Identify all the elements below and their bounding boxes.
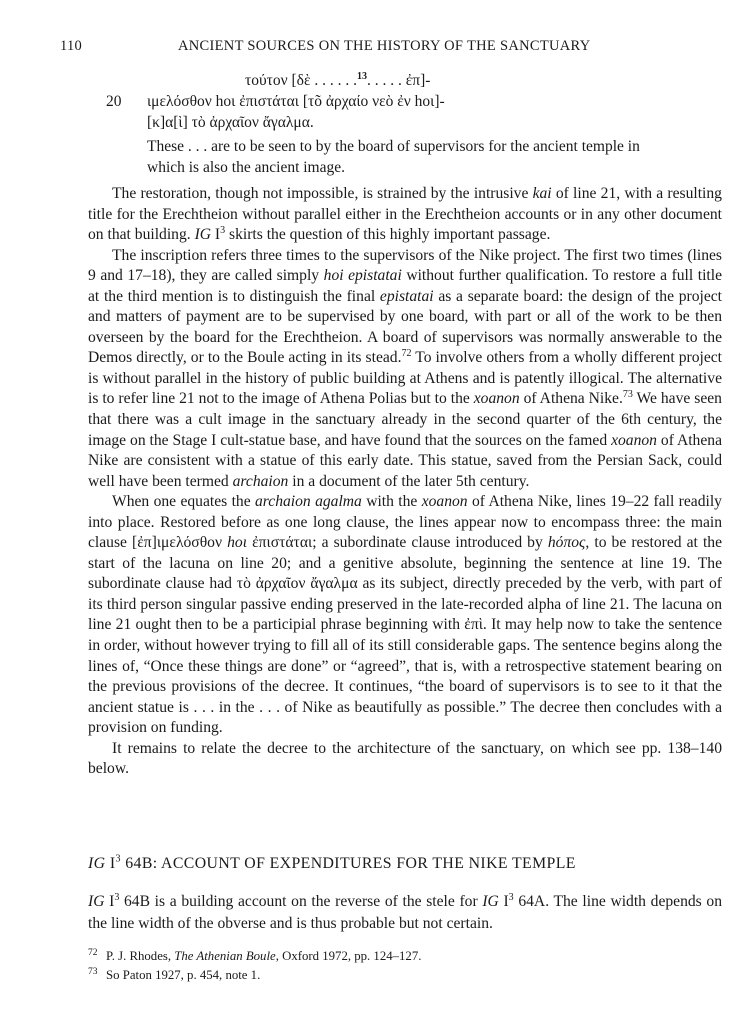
section-heading: IG $I^3$ 64B: ACCOUNT OF EXPENDITURES FOR THE NIKE TEMPLE (88, 853, 576, 872)
body-text (88, 184, 722, 780)
section-paragraph: IG $I^3$ 64B is a building account on the reverse of the stele for IG $I^3$ 64A. The line width depends on the line width of the obverse and is thus probable but not certain. (88, 891, 723, 932)
footnote-ref-72[interactable]: 72 (401, 348, 412, 360)
inscription-line-1: τούτον [δὲ . . . . . .$^{13}$. . . . . ἐπ]- (245, 70, 431, 89)
running-title: ANCIENT SOURCES ON THE HISTORY OF THE SANCTUARY (178, 38, 591, 54)
footnotes (88, 947, 722, 985)
footnote-72: 72 P. J. Rhodes, The Athenian Boule, Oxford 1972, pp. 124–127. (88, 948, 422, 963)
paragraph-4: It remains to relate the decree to the architecture of the sanctuary, on which see pp. 138–140 below. (88, 739, 722, 778)
paragraph-3: When one equates the archaion agalma with the xoanon of Athena Nike, lines 19–22 fall readily into place. Restored before as one long clause, the lines appear now to encompass three: the main clause [ἐπ]ιμελόσθον hοι ἐπιστάται; a subordinate clause introduced by hόπος, to be restored at the start of the lacuna on line 20; and a genitive absolute, beginning the sentence at line 19. The subordinate clause had τὸ ἀρχαῖον ἄγαλμα as its subject, directly preceded by the verb, with part of its third person singular passive ending preserved in the late-recorded alpha of line 21. The lacuna on line 21 ought then to be a participial phrase beginning with ἐπὶ. It may help now to take the sentence in order, without however trying to fill all of its still considerable gaps. The sentence begins along the lines of, “Once these things are done” or “agreed”, that is, with a retrospective statement bearing on the previous provisions of the decree. It continues, “the board of supervisors is to see to it that the ancient statue is . . . in the . . . of Nike as beautifully as possible.” The decree then concludes with a provision on funding. (88, 493, 723, 737)
inscription-line-3: [κ]α[ὶ] τὸ ἀρχαῖον ἄγαλμα. (147, 114, 314, 131)
footnote-ref-73[interactable]: 73 (622, 389, 633, 401)
footnote-73: 73 So Paton 1927, p. 454, note 1. (88, 967, 261, 982)
line-number: 20 (106, 93, 122, 110)
page-number: 110 (60, 38, 83, 54)
inscription-line-2: ιμελόσθον hοι ἐπιστάται [τõ ἀρχαίο νεὸ ἐν hοι]- (147, 93, 445, 110)
lacuna-count: 13 (357, 70, 367, 82)
inscription-translation: These . . . are to be seen to by the board of supervisors for the ancient temple in which is also the ancient image. (147, 138, 640, 176)
paragraph-2: The inscription refers three times to the supervisors of the Nike project. The first two times (lines 9 and 17–18), they are called simply hoi epistatai without further qualification. To restore a full title at the third mention is to distinguish the final epistatai as a separate board: the design of the project and matters of payment are to be supervised by one board, with part or all of the work to be then overseen by the board for the Erechtheion. A board of supervisors was normally answerable to the Demos directly, or to the Boule acting in its stead.$^{72}$ To involve others from a wholly different project is without parallel in the history of public building at Athens and is patently illogical. The alternative is to refer line 21 not to the image of Athena Polias but to the xoanon of Athena Nike.$^{73}$ We have seen that there was a cult image in the sanctuary already in the second quarter of the 6th century, the image on the Stage I cult-statue base, and have found that the sources on the famed xoanon of Athena Nike are consistent with a statue of this early date. This statue, saved from the Persian Sack, could well have been termed archaion in a document of the later 5th century. (88, 246, 722, 490)
paragraph-1: The restoration, though not impossible, is strained by the intrusive kai of line 21, with a resulting title for the Erechtheion without parallel either in the Erechtheion accounts or in any other document on that building. IG $I^3$ skirts the question of this highly important passage. (88, 185, 722, 244)
